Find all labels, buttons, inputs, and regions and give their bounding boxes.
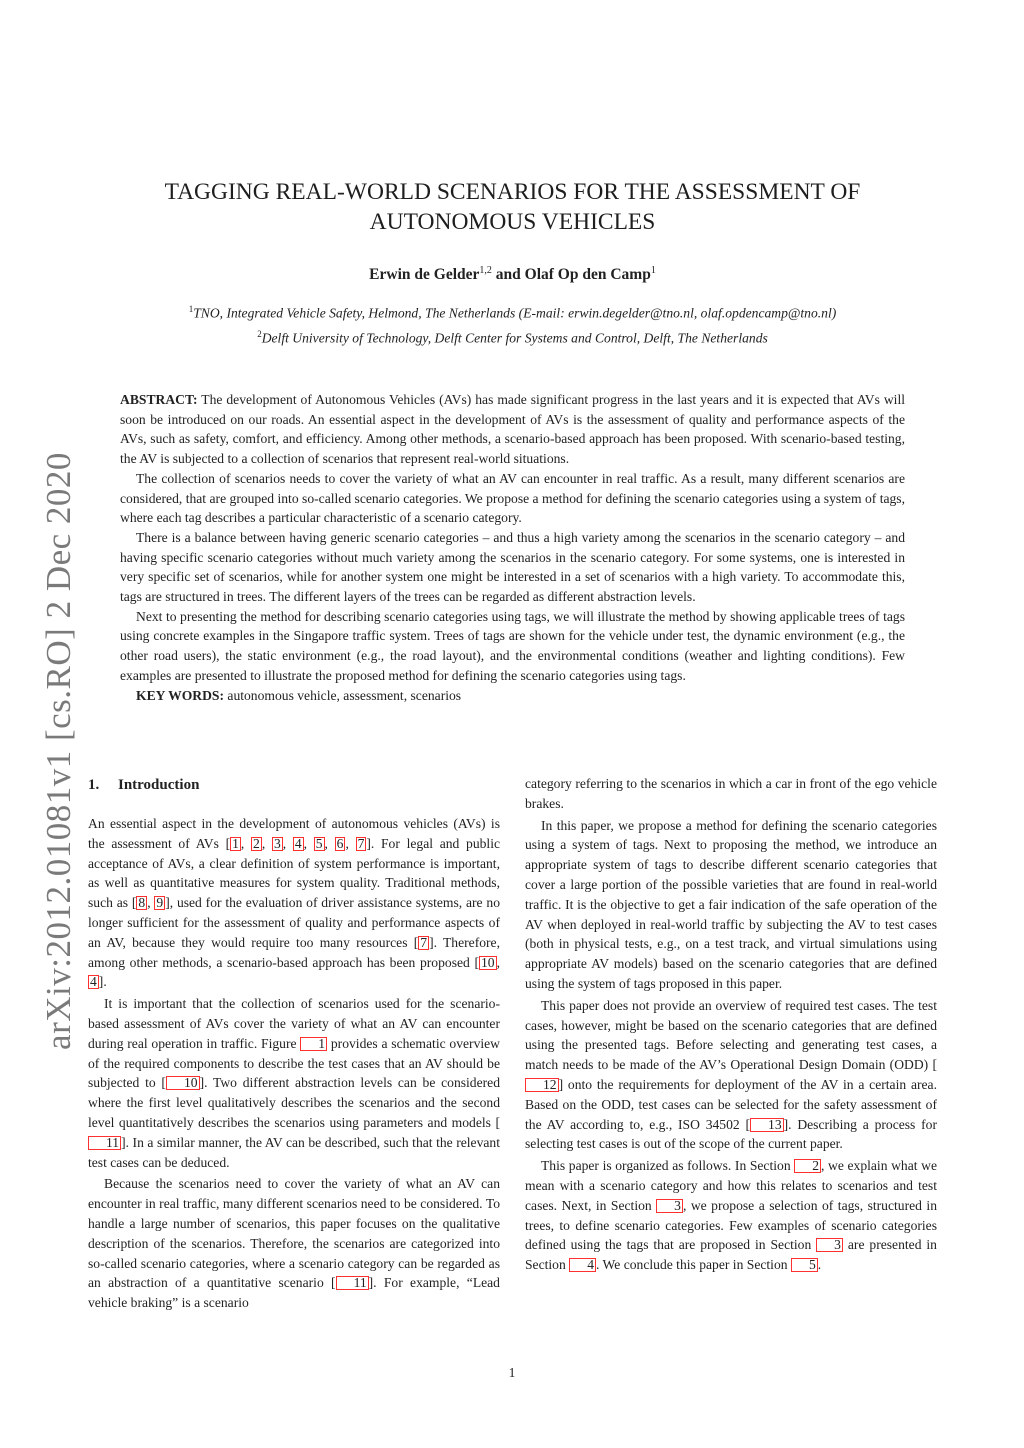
right-column — [525, 774, 937, 1275]
affiliation-2-text: Delft University of Technology, Delft Center for Systems and Control, Delft, The Netherlands — [261, 330, 768, 346]
affiliation-2-marker: 2 — [257, 328, 262, 339]
page-number: 1 — [508, 1365, 516, 1380]
paper-title — [110, 177, 915, 237]
section-link[interactable]: 5 — [791, 1258, 818, 1272]
keywords-label: KEY WORDS: — [136, 687, 224, 703]
abstract-paragraph-2: The collection of scenarios needs to cover the variety of what an AV can encounter in real traffic. As a result, many different scenarios are considered, that are grouped into so-called scenario categories. We propose a method for defining the scenario categories using a system of tags, where each tag describes a particular characteristic of a scenario category. — [120, 470, 905, 526]
abstract-label: ABSTRACT: — [120, 392, 198, 407]
citation-link[interactable]: 2 — [253, 835, 260, 851]
citation-link[interactable]: 12 — [525, 1078, 559, 1092]
keywords-text: autonomous vehicle, assessment, scenarios — [227, 687, 462, 703]
abstract-paragraph-3: There is a balance between having generic scenario categories – and thus a high variety among the scenarios in the scenario category – and having specific scenario categories without much variety among the scenarios in the scenario category. For some systems, one is interested in very specific set of scenarios, while for another system one might be interested in a set of scenarios with a high variety. To accommodate this, tags are structured in trees. The different layers of the trees can be regarded as different abstraction levels. — [120, 529, 905, 605]
intro-paragraph-5: This paper does not provide an overview of required test cases. The test cases, however, might be based on the scenario categories that are defined using the presented tags. Before selecting and generating test cases, a match needs to be made of the AV’s Operational Design Domain (ODD) [12 ] onto the requirements for deployment of the AV in a certain area. Based on the ODD, test cases can be selected for the safety assessment of the AV according to, e.g., ISO 34502 [ 13 ]. Describing a process for selecting test cases is out of the scope of the current paper. — [525, 997, 937, 1152]
abstract — [120, 390, 905, 705]
author-line — [110, 265, 915, 284]
author-1: Erwin de Gelder — [369, 266, 480, 284]
keywords — [120, 686, 905, 706]
affiliation-1-marker: 1 — [188, 304, 194, 314]
arxiv-side-stamp: arXiv:2012.01081v1 [cs.RO] 2 Dec 2020 — [39, 452, 78, 1050]
intro-paragraph-1: An essential aspect in the development of autonomous vehicles (AVs) is the assessment of AVs [ 1 , 2 , 3 , 4 , 5 , 6 , 7 ]. For legal and public acceptance of AVs, a clear definition of system performance is important, as well as quantitative measures for system quality. Traditional methods, such as [ 8 , 9 ], used for the evaluation of driver assistance systems, are no longer sufficient for the assessment of quality and performance aspects of an AV, because they would require too many resources [ 7 ]. Therefore, among other methods, a scenario-based approach has been proposed [ 10 , 4 ]. — [88, 816, 501, 990]
citation-link[interactable]: 11 — [88, 1136, 121, 1150]
citation-link[interactable]: 7 — [357, 835, 365, 851]
section-heading — [88, 774, 500, 796]
citation-link[interactable]: 4 — [294, 835, 302, 851]
intro-paragraph-4: In this paper, we propose a method for defining the scenario categories using a system of tags. Next to proposing the method, we introduce an appropriate system of tags to describe different scenario categories that cover a large portion of the possible varieties that are found in real-world traffic. It is the objective to get a fair indication of the safe operation of the AV when deployed in real-world traffic by subjecting the AV to test cases (both in physical tests, e.g., on a test track, and virtual simulations using appropriate AV models) based on the scenario categories that are defined using the system of tags proposed in this paper. — [525, 817, 937, 991]
citation-link[interactable]: 5 — [315, 835, 323, 851]
citation-link[interactable]: 7 — [420, 934, 428, 950]
section-number: 1. — [88, 777, 100, 793]
title-line-2: AUTONOMOUS VEHICLES — [369, 209, 656, 235]
citation-link[interactable]: 8 — [138, 895, 146, 911]
section-title: Introduction — [118, 777, 200, 793]
section-link[interactable]: 3 — [816, 1238, 843, 1252]
citation-link[interactable]: 10 — [481, 954, 495, 970]
section-link[interactable]: 3 — [656, 1199, 683, 1213]
author-2-affil: 1 — [650, 265, 656, 276]
intro-paragraph-3: Because the scenarios need to cover the variety of what an AV can encounter in real traffic, many different scenarios need to be considered. To handle a large number of scenarios, this paper focuses on the qualitative description of the scenarios. Therefore, the scenarios are categorized into so-called scenario categories, where a scenario category can be regarded as an abstraction of a quantitative scenario [ 11 ]. For example, “Lead vehicle braking” is a scenario — [88, 1176, 500, 1311]
citation-link[interactable]: 6 — [336, 835, 344, 851]
title-line-1: TAGGING REAL-WORLD SCENARIOS FOR THE ASSESSMENT OF — [164, 179, 861, 205]
abstract-paragraph-1 — [120, 390, 905, 469]
section-link[interactable]: 4 — [569, 1258, 596, 1272]
affiliation-1 — [110, 299, 915, 324]
author-2: Olaf Op den Camp — [524, 266, 651, 284]
intro-paragraph-3-continued: category referring to the scenarios in which a car in front of the ego vehicle brakes. — [525, 776, 937, 811]
affiliation-1-text: TNO, Integrated Vehicle Safety, Helmond, The Netherlands (E-mail: erwin.degelder@tno.nl, olaf.opdencamp@tno.nl) — [193, 305, 837, 321]
affiliation-2 — [110, 324, 915, 349]
citation-link[interactable]: 13 — [750, 1118, 784, 1132]
citation-link[interactable]: 10 — [166, 1076, 200, 1090]
abstract-paragraph-4: Next to presenting the method for describing scenario categories using tags, we will illustrate the method by showing applicable trees of tags using concrete examples in the Singapore traffic system. Trees of tags are shown for the vehicle under test, the dynamic environment (e.g., the other road users), the static environment (e.g., the road layout), and the environmental conditions (weather and lighting conditions). Few examples are presented to illustrate the proposed method for defining the scenario categories using tags. — [120, 608, 905, 683]
citation-link[interactable]: 3 — [273, 835, 281, 851]
left-column — [88, 774, 500, 1313]
section-link[interactable]: 2 — [794, 1159, 821, 1173]
citation-link[interactable]: 4 — [90, 974, 97, 990]
author-conjunction: and — [491, 266, 525, 284]
author-1-affil: 1,2 — [479, 265, 492, 276]
intro-paragraph-6: This paper is organized as follows. In Section 2 , we explain what we mean with a scenario category and how this relates to scenarios and test cases. Next, in Section 3 , we propose a selection of tags, structured in trees, to define scenario categories. Few examples of scenario categories defined using the tags that are proposed in Section 3 are presented in Section 4 . We conclude this paper in Section 5 . — [525, 1158, 937, 1273]
citation-link[interactable]: 9 — [156, 895, 164, 911]
figure-link[interactable]: 1 — [300, 1037, 327, 1051]
citation-link[interactable]: 11 — [336, 1276, 369, 1290]
abstract-text-1: The development of Autonomous Vehicles (AVs) has made significant progress in the last years and it is expected that AVs will soon be introduced on our roads. An essential aspect in the development of AVs is the assessment of quality and performance aspects of the AVs, such as safety, comfort, and efficiency. Among other methods, a scenario-based approach has been proposed. With scenario-based testing, the AV is subjected to a collection of scenarios that represent real-world situations. — [120, 392, 906, 467]
affiliations — [110, 299, 915, 348]
intro-paragraph-2: It is important that the collection of scenarios used for the scenario-based assessment of AVs cover the variety of what an AV can encounter during real operation in traffic. Figure 1 provides a schematic overview of the required components to describe the test cases that an AV should be subjected to [ 10 ]. Two different abstraction levels can be considered where the first level qualitatively describes the scenarios and the second level quantitatively describes the scenarios using parameters and models [11 ]. In a similar manner, the AV can be described, such that the relevant test cases can be deduced. — [88, 996, 500, 1170]
citation-link[interactable]: 1 — [232, 835, 239, 851]
